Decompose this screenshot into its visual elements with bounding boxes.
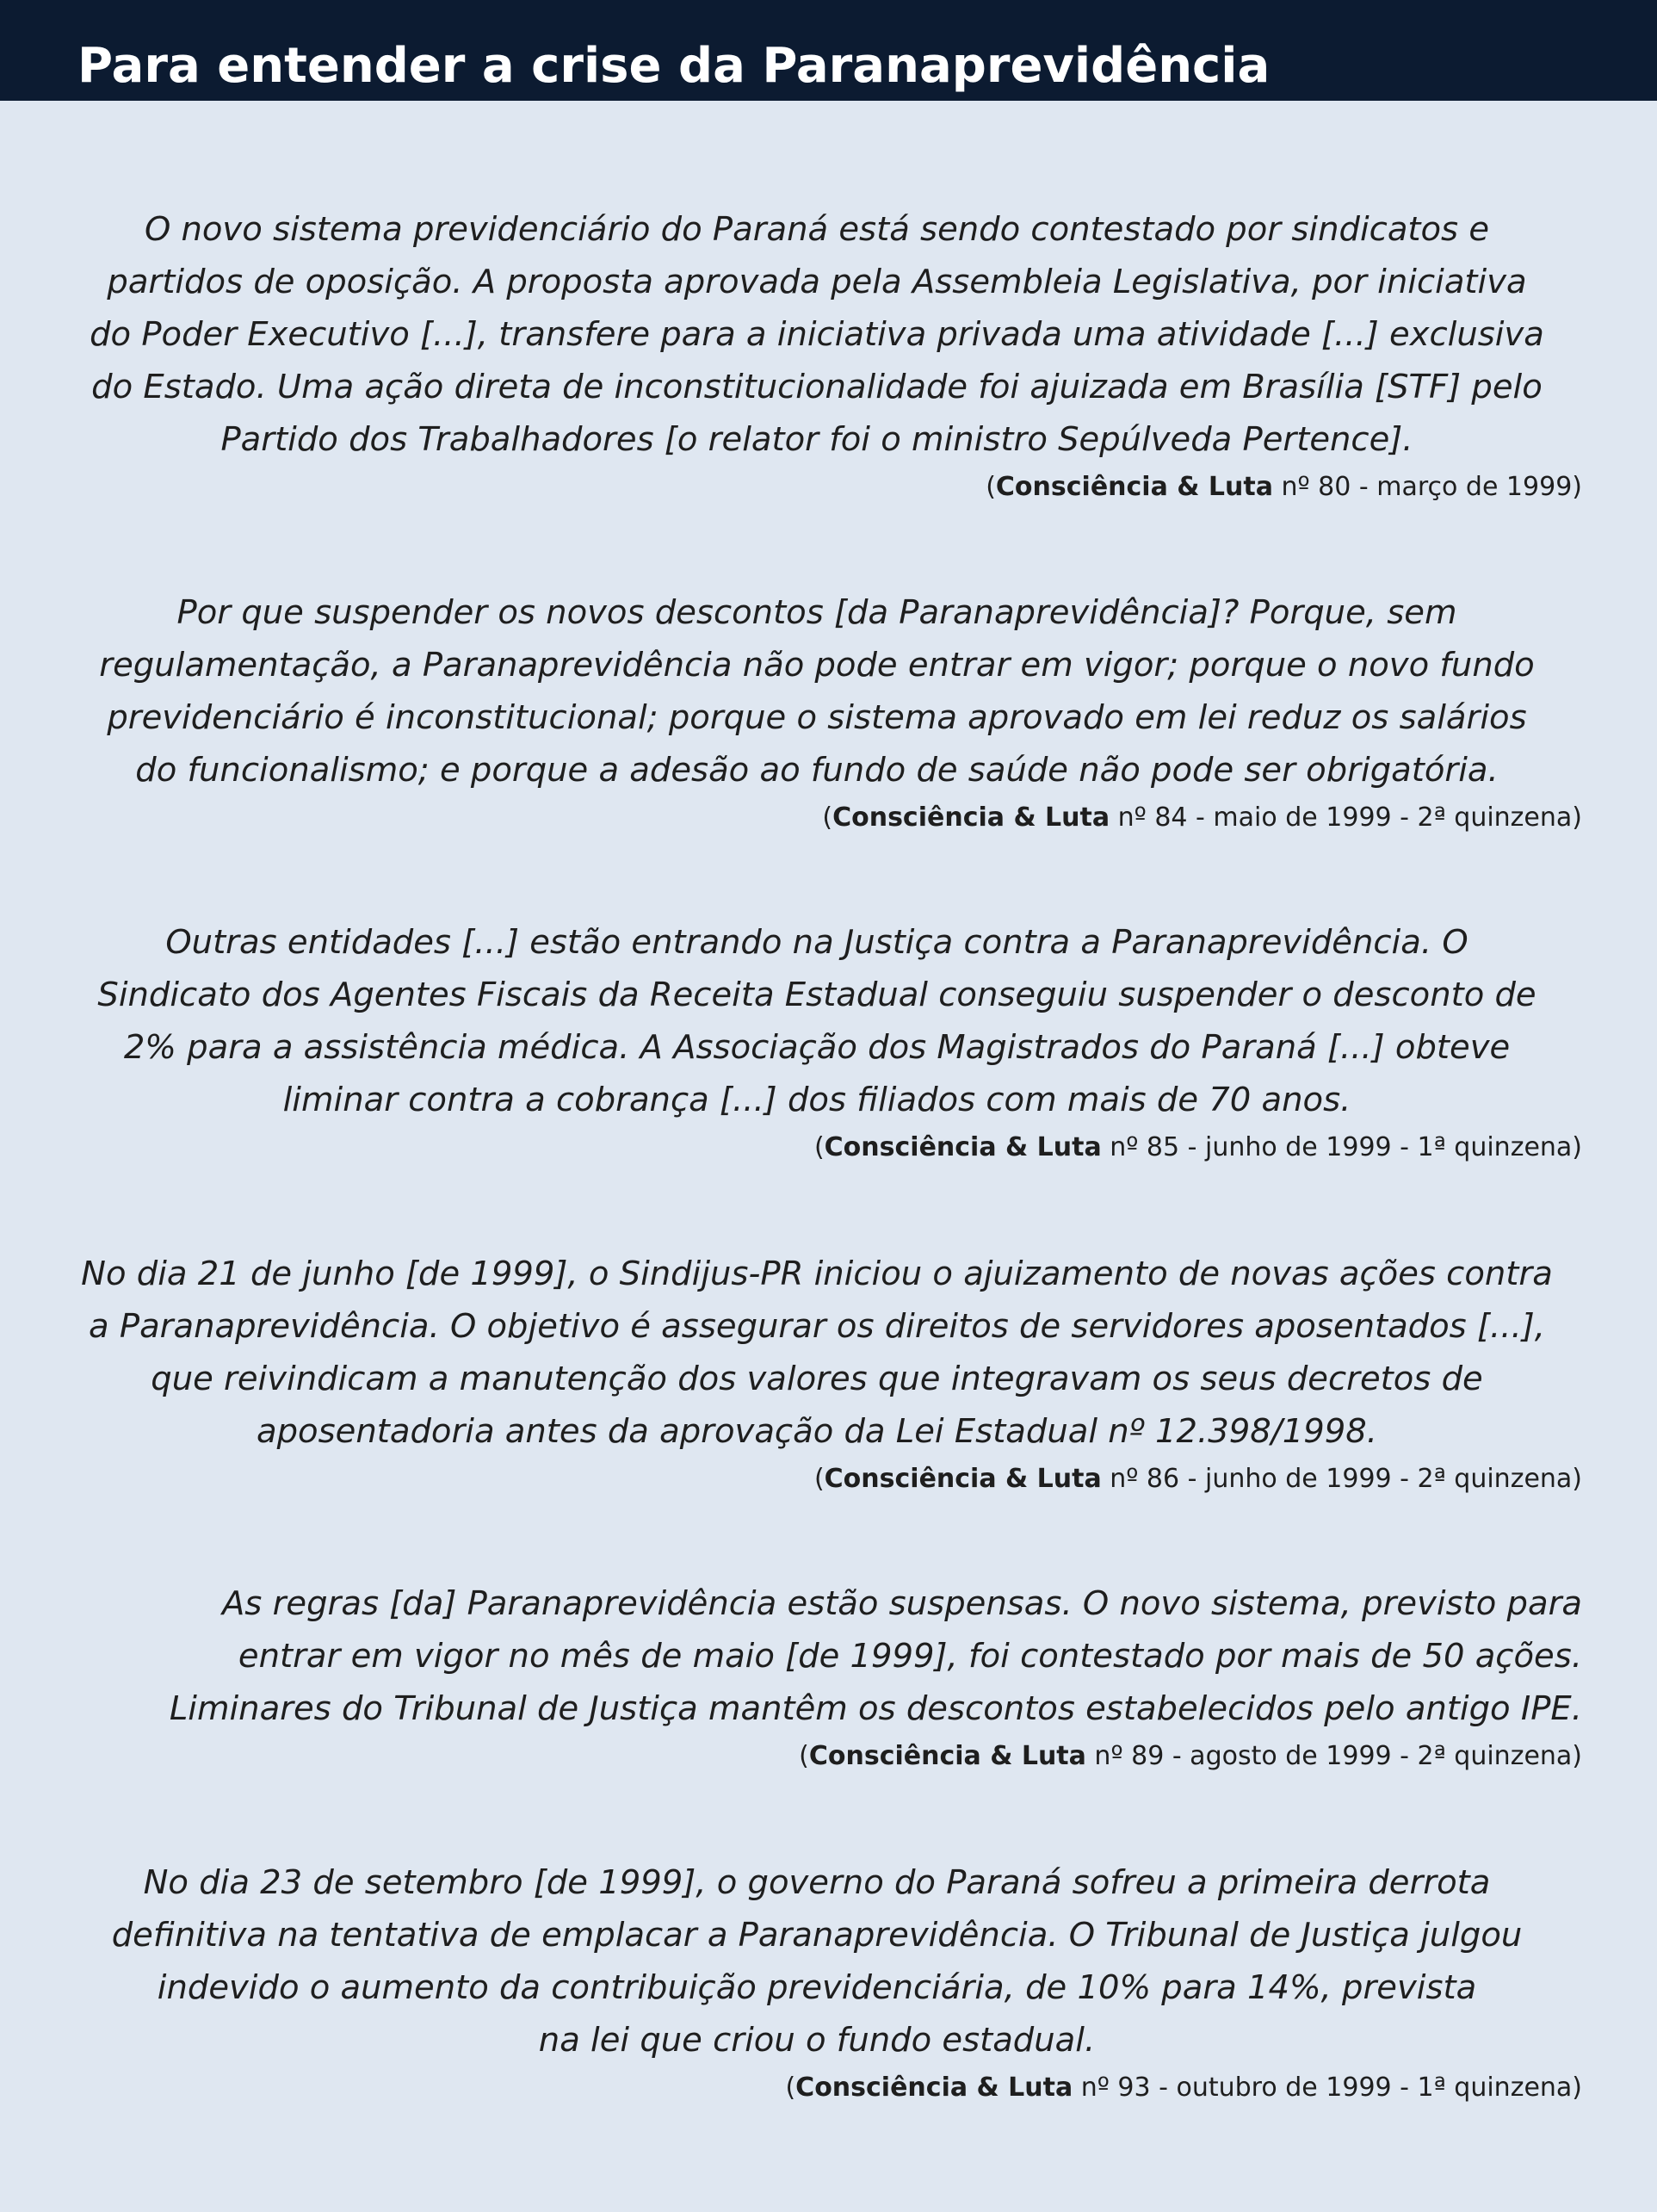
quote-line: previdenciário é inconstitucional; porque o sistema aprovado em lei reduz os salários — [107, 698, 1527, 737]
quote-line: definitiva na tentativa de emplacar a Paranaprevidência. O Tribunal de Justiça julgou — [111, 1916, 1523, 1955]
quote-line: 2% para a assistência médica. A Associação dos Magistrados do Paraná [...] obteve — [123, 1028, 1511, 1067]
source-publication: Consciência & Luta — [995, 472, 1273, 502]
source-details: nº 84 - maio de 1999 - 2ª quinzena) — [1110, 802, 1582, 833]
source-details: nº 89 - agosto de 1999 - 2ª quinzena) — [1085, 1741, 1582, 1771]
quote-line: partidos de oposição. A proposta aprovada pela Assembleia Legislativa, por iniciativa — [107, 263, 1527, 301]
source-paren: ( — [822, 802, 833, 833]
quote-line: que reivindicam a manutenção dos valores que integravam os seus decretos de — [151, 1360, 1483, 1398]
quote-block-5 — [52, 1577, 1582, 1776]
source-details: nº 80 - março de 1999) — [1272, 472, 1582, 502]
quote-block-1 — [52, 203, 1582, 507]
source-paren: ( — [785, 2073, 796, 2103]
quote-block-4 — [52, 1248, 1582, 1499]
quote-source — [52, 1737, 1582, 1776]
source-paren: ( — [813, 1132, 825, 1162]
quote-line: As regras [da] Paranaprevidência estão suspensas. O novo sistema, previsto para — [221, 1584, 1582, 1623]
quote-line: entrar em vigor no mês de maio [de 1999], foi contestado por mais de 50 ações. — [238, 1637, 1582, 1676]
quote-text — [52, 1248, 1582, 1458]
quote-line: Outras entidades [...] estão entrando na Justiça contra a Paranaprevidência. O — [165, 923, 1468, 962]
page-title: Para entender a crise da Paranaprevidência — [77, 38, 1271, 94]
quote-line: a Paranaprevidência. O objetivo é assegurar os direitos de servidores aposentados [...], — [89, 1307, 1545, 1346]
quote-line: do Poder Executivo [...], transfere para a iniciativa privada uma atividade [...] exclusiva — [90, 315, 1544, 354]
source-paren: ( — [986, 472, 996, 502]
quote-line: do Estado. Uma ação direta de inconstitucionalidade foi ajuizada em Brasília [STF] pelo — [91, 368, 1543, 406]
source-paren: ( — [799, 1741, 809, 1771]
source-details: nº 86 - junho de 1999 - 2ª quinzena) — [1101, 1464, 1582, 1494]
quote-line: Sindicato dos Agentes Fiscais da Receita Estadual conseguiu suspender o desconto de — [97, 976, 1536, 1014]
quote-line: O novo sistema previdenciário do Paraná está sendo contestado por sindicatos e — [144, 210, 1490, 249]
quote-block-3 — [52, 916, 1582, 1168]
quote-line: No dia 21 de junho [de 1999], o Sindijus-PR iniciou o ajuizamento de novas ações contra — [81, 1255, 1553, 1293]
source-publication: Consciência & Luta — [808, 1741, 1086, 1771]
quote-line: Por que suspender os novos descontos [da Paranaprevidência]? Porque, sem — [176, 593, 1457, 632]
quote-line: regulamentação, a Paranaprevidência não pode entrar em vigor; porque o novo fundo — [99, 646, 1535, 685]
quote-source — [52, 468, 1582, 507]
quote-line: aposentadoria antes da aprovação da Lei Estadual nº 12.398/1998. — [257, 1412, 1377, 1451]
source-publication: Consciência & Luta — [824, 1464, 1102, 1494]
quote-line: indevido o aumento da contribuição previdenciária, de 10% para 14%, prevista — [157, 1968, 1477, 2007]
source-publication: Consciência & Luta — [832, 802, 1110, 833]
quote-text — [52, 1577, 1582, 1735]
quote-line: do funcionalismo; e porque a adesão ao fundo de saúde não pode ser obrigatória. — [135, 751, 1499, 790]
quote-text — [52, 916, 1582, 1126]
quote-text — [52, 1856, 1582, 2066]
quote-line: Liminares do Tribunal de Justiça mantêm os descontos estabelecidos pelo antigo IPE. — [169, 1689, 1582, 1728]
quote-source — [52, 1459, 1582, 1499]
source-details: nº 85 - junho de 1999 - 1ª quinzena) — [1101, 1132, 1582, 1162]
source-details: nº 93 - outubro de 1999 - 1ª quinzena) — [1073, 2073, 1582, 2103]
quote-line: Partido dos Trabalhadores [o relator foi o ministro Sepúlveda Pertence]. — [220, 420, 1413, 459]
source-publication: Consciência & Luta — [824, 1132, 1102, 1162]
quote-text — [52, 203, 1582, 466]
quote-block-6 — [52, 1856, 1582, 2108]
quote-source — [52, 1128, 1582, 1168]
quote-source — [52, 798, 1582, 838]
quote-text — [52, 586, 1582, 796]
quote-source — [52, 2068, 1582, 2108]
quote-line: na lei que criou o fundo estadual. — [538, 2021, 1096, 2060]
source-paren: ( — [813, 1464, 825, 1494]
quote-line: liminar contra a cobrança [...] dos filiados com mais de 70 anos. — [282, 1081, 1351, 1119]
quote-block-2 — [52, 586, 1582, 838]
header-bar — [0, 0, 1657, 101]
source-publication: Consciência & Luta — [795, 2073, 1073, 2103]
quote-line: No dia 23 de setembro [de 1999], o governo do Paraná sofreu a primeira derrota — [143, 1863, 1491, 1902]
